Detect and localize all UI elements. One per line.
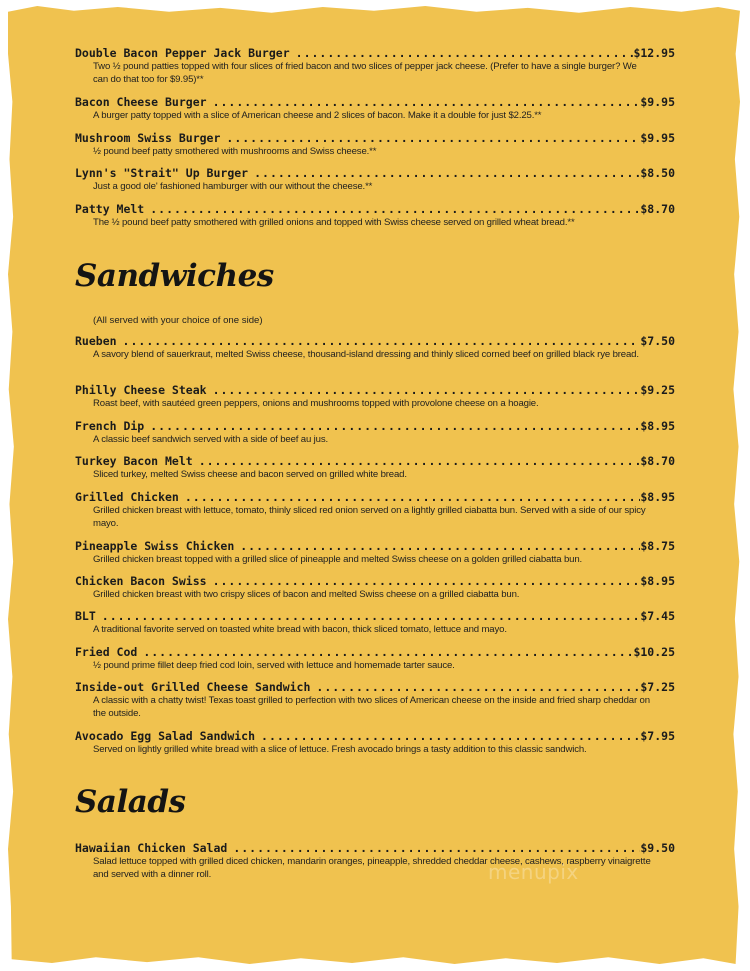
item-description: Two ½ pound patties topped with four slices of fried bacon and two slices of pepper jack cheese. (Prefer to have a single burger? We can do that too for $9.95)** <box>93 61 637 85</box>
item-price: $8.95 <box>640 419 675 433</box>
item-description: Salad lettuce topped with grilled diced chicken, mandarin oranges, pineapple, shredded cheddar cheese, cashews, raspberry vinaigrette and served with a dinner roll. <box>93 856 651 880</box>
item-price: $8.95 <box>640 574 675 588</box>
item-description: A classic beef sandwich served with a side of beef au jus. <box>93 434 329 445</box>
item-name: Philly Cheese Steak <box>75 383 207 397</box>
menu-item <box>75 539 675 567</box>
menu-item <box>75 574 675 602</box>
item-description: Grilled chicken breast with two crispy slices of bacon and melted Swiss cheese on a grilled ciabatta bun. <box>93 589 520 600</box>
menu-item <box>75 46 675 86</box>
item-description: ½ pound beef patty smothered with mushrooms and Swiss cheese.** <box>93 146 377 157</box>
watermark-logo: menupix <box>488 860 579 884</box>
item-price: $8.70 <box>640 454 675 468</box>
item-name: Fried Cod <box>75 645 138 659</box>
item-price: $12.95 <box>633 46 675 60</box>
item-name: French Dip <box>75 419 145 433</box>
leader-dots <box>207 383 641 397</box>
item-name: Turkey Bacon Melt <box>75 454 193 468</box>
menu-item <box>75 645 675 673</box>
item-description: A classic with a chatty twist! Texas toast grilled to perfection with two slices of American cheese on the inside and fried sharp cheddar on the outside. <box>93 695 650 719</box>
leader-dots <box>248 166 640 180</box>
item-price: $7.45 <box>640 609 675 623</box>
leader-dots <box>117 334 641 348</box>
item-description: Roast beef, with sautéed green peppers, onions and mushrooms topped with provolone cheese on a hoagie. <box>93 398 539 409</box>
item-name: Rueben <box>75 334 117 348</box>
menu-item <box>75 419 675 447</box>
item-price: $8.95 <box>640 490 675 504</box>
item-price: $9.95 <box>640 95 675 109</box>
item-price: $9.95 <box>640 131 675 145</box>
menu-item <box>75 131 675 159</box>
item-description: ½ pound prime fillet deep fried cod loin, served with lettuce and homemade tarter sauce. <box>93 660 455 671</box>
item-name: BLT <box>75 609 96 623</box>
menu-item <box>75 95 675 123</box>
leader-dots <box>310 680 640 694</box>
item-name: Hawaiian Chicken Salad <box>75 841 228 855</box>
item-name: Grilled Chicken <box>75 490 179 504</box>
item-price: $7.25 <box>640 680 675 694</box>
item-name: Inside-out Grilled Cheese Sandwich <box>75 680 311 694</box>
item-name: Chicken Bacon Swiss <box>75 574 207 588</box>
item-name: Bacon Cheese Burger <box>75 95 207 109</box>
leader-dots <box>144 419 640 433</box>
item-price: $9.50 <box>640 841 675 855</box>
section-title-salads: Salads <box>75 784 186 820</box>
leader-dots <box>207 574 641 588</box>
menu-item <box>75 202 675 230</box>
item-description: A traditional favorite served on toasted white bread with bacon, thick sliced tomato, lettuce and mayo. <box>93 624 507 635</box>
item-price: $9.25 <box>640 383 675 397</box>
leader-dots <box>290 46 634 60</box>
item-description: Sliced turkey, melted Swiss cheese and bacon served on grilled white bread. <box>93 469 407 480</box>
item-description: The ½ pound beef patty smothered with grilled onions and topped with Swiss cheese served on grilled wheat bread.** <box>93 217 575 228</box>
item-description: Grilled chicken breast topped with a grilled slice of pineapple and melted Swiss cheese on a golden grilled ciabatta bun. <box>93 554 583 565</box>
item-price: $10.25 <box>633 645 675 659</box>
item-description: A savory blend of sauerkraut, melted Swiss cheese, thousand-island dressing and thinly sliced corned beef on grilled black rye bread. <box>93 349 639 360</box>
leader-dots <box>96 609 641 623</box>
leader-dots <box>234 539 640 553</box>
item-name: Patty Melt <box>75 202 145 216</box>
section-note: (All served with your choice of one side) <box>93 315 263 326</box>
leader-dots <box>220 131 640 145</box>
leader-dots <box>227 841 640 855</box>
item-name: Mushroom Swiss Burger <box>75 131 221 145</box>
item-description: Grilled chicken breast with lettuce, tomato, thinly sliced red onion served on a lightly grilled ciabatta bun. Served with a side of our spicy mayo. <box>93 505 646 529</box>
menu-item <box>75 383 675 411</box>
item-name: Lynn's "Strait" Up Burger <box>75 166 249 180</box>
item-name: Avocado Egg Salad Sandwich <box>75 729 256 743</box>
leader-dots <box>193 454 641 468</box>
item-name: Double Bacon Pepper Jack Burger <box>75 46 290 60</box>
item-description: Served on lightly grilled white bread with a slice of lettuce. Fresh avocado brings a tasty addition to this classic sandwich. <box>93 744 587 755</box>
menu-item <box>75 454 675 482</box>
item-price: $8.75 <box>640 539 675 553</box>
leader-dots <box>144 202 640 216</box>
menu-item <box>75 680 675 720</box>
item-price: $8.70 <box>640 202 675 216</box>
leader-dots <box>255 729 640 743</box>
leader-dots <box>179 490 641 504</box>
item-description: Just a good ole' fashioned hamburger with our without the cheese.** <box>93 181 373 192</box>
menu-item <box>75 334 675 362</box>
menu-item <box>75 609 675 637</box>
item-price: $8.50 <box>640 166 675 180</box>
menu-item <box>75 729 675 757</box>
menu-item <box>75 166 675 194</box>
menu-item <box>75 490 675 530</box>
item-description: A burger patty topped with a slice of American cheese and 2 slices of bacon. Make it a double for just $2.25.** <box>93 110 542 121</box>
item-name: Pineapple Swiss Chicken <box>75 539 235 553</box>
leader-dots <box>137 645 633 659</box>
leader-dots <box>207 95 641 109</box>
item-price: $7.95 <box>640 729 675 743</box>
section-title-sandwiches: Sandwiches <box>75 258 274 294</box>
item-price: $7.50 <box>640 334 675 348</box>
